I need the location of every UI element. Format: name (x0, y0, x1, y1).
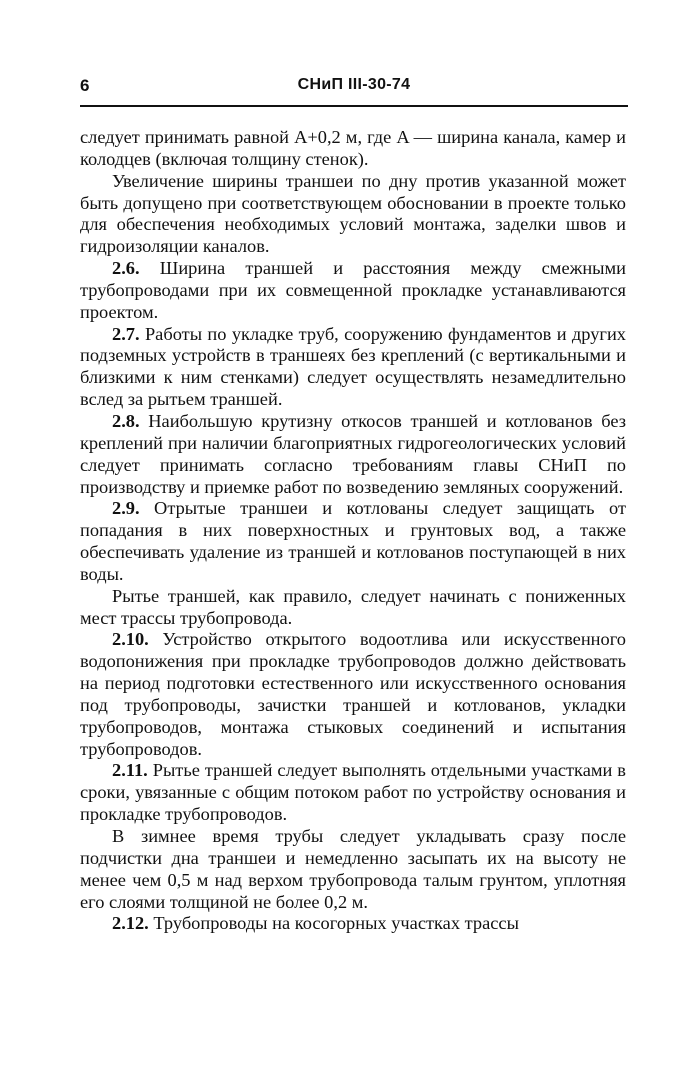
paragraph-text: Ширина траншей и расстояния между смежными трубопроводами при их совмещенной прокладке устанавливаются проектом. (80, 258, 626, 322)
clause-number: 2.10. (112, 629, 149, 650)
paragraph-text: Трубопроводы на косогорных участках трассы (148, 913, 519, 934)
paragraph-text: Увеличение ширины траншеи по дну против указанной может быть допущено при соответствующем обосновании в проекте только для обеспечения необходимых условий монтажа, заделки швов и гидроизоляции каналов. (80, 170, 626, 257)
paragraph-text: Наибольшую крутизну откосов траншей и котлованов без креплений при наличии благоприятных гидрогеологических условий следует принимать согласно требованиям главы СНиП по производству и приемке работ по возведению земляных сооружений. (80, 410, 626, 497)
paragraph-text: Отрытые траншеи и котлованы следует защищать от попадания в них поверхностных и грунтовых вод, а также обеспечивать удаление из траншей и котлованов поступающей в них воды. (80, 498, 626, 584)
clause-2-8 (80, 411, 626, 498)
clause-2-11 (80, 760, 626, 826)
paragraph (80, 171, 626, 258)
clause-2-6 (80, 258, 626, 324)
clause-2-12 (80, 913, 626, 935)
clause-number: 2.8. (112, 410, 140, 431)
paragraph-text: следует принимать равной A+0,2 м, где A — ширина канала, камер и колодцев (включая толщину стенок). (80, 127, 626, 169)
paragraph-text: Рытье траншей следует выполнять отдельными участками в сроки, увязанные с общим потоком работ по устройству основания и прокладке трубопроводов. (80, 760, 626, 825)
clause-number: 2.7. (112, 323, 140, 344)
paragraph (80, 127, 626, 171)
clause-2-7 (80, 324, 626, 411)
paragraph (80, 826, 626, 913)
clause-number: 2.12. (112, 913, 149, 934)
clause-number: 2.6. (112, 258, 140, 279)
paragraph (80, 586, 626, 630)
clause-number: 2.9. (112, 498, 140, 519)
paragraph-text: Рытье траншей, как правило, следует начинать с пониженных мест трассы трубопровода. (80, 585, 626, 628)
paragraph-text: Устройство открытого водоотлива или искусственного водопонижения при прокладке трубопроводов должно действовать на период подготовки естественного или искусственного основания под трубопроводы, зачистки траншей и котлованов, укладки трубопроводов, монтажа стыковых соединений и испытания трубопроводов. (80, 629, 626, 759)
clause-number: 2.11. (112, 760, 148, 781)
page-header (80, 76, 628, 100)
paragraph-text: В зимнее время трубы следует укладывать сразу после подчистки дна траншеи и немедленно засыпать их на высоту не менее чем 0,5 м над верхом трубопровода талым грунтом, уплотняя его слоями толщиной не более 0,2 м. (80, 826, 626, 912)
header-rule (80, 105, 628, 107)
page-number: 6 (80, 76, 90, 95)
paragraph-text: Работы по укладке труб, сооружению фундаментов и других подземных устройств в траншеях без креплений (с вертикальными и близкими к ним стенками) следует осуществлять незамедлительно вслед за рытьем траншей. (80, 323, 626, 410)
clause-2-10 (80, 629, 626, 760)
document-code: СНиП III-30-74 (297, 76, 411, 93)
document-body (80, 127, 626, 935)
clause-2-9 (80, 498, 626, 585)
